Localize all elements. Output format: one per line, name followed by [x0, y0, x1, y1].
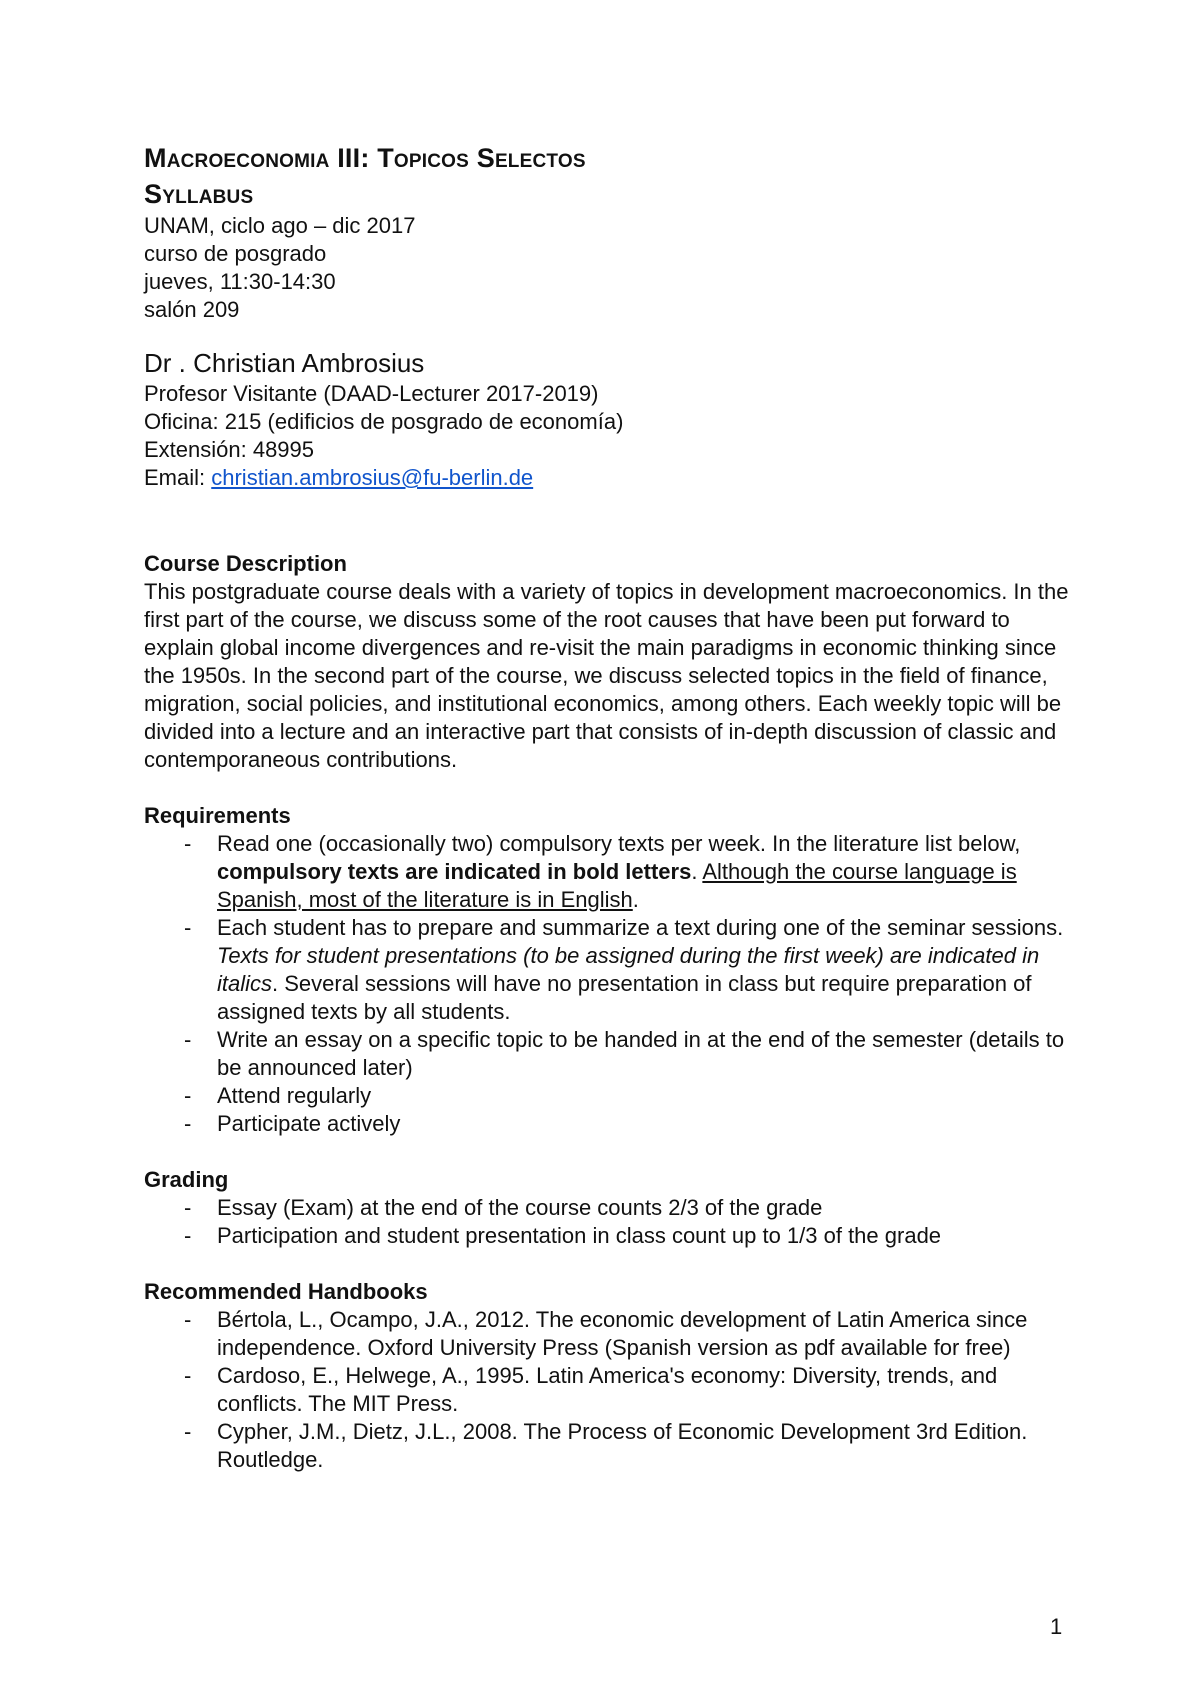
list-item	[144, 1026, 1084, 1082]
instructor-block	[144, 346, 1084, 492]
grading-2-text: Participation and student presentation in class count up to 1/3 of the grade	[217, 1223, 942, 1248]
syllabus-page	[144, 140, 1084, 1474]
dash-bullet: -	[184, 1363, 192, 1388]
list-item	[144, 830, 1084, 914]
course-title-line-1: Macroeconomia III: Topicos Selectos	[144, 143, 586, 173]
instructor-extension: Extensión: 48995	[144, 437, 315, 462]
dash-bullet: -	[184, 1027, 192, 1052]
dash-bullet: -	[184, 1195, 192, 1220]
list-item	[144, 914, 1084, 1026]
req-2-text: Each student has to prepare and summarize a text during one of the seminar sessions.	[217, 915, 1064, 940]
dash-bullet: -	[184, 1223, 192, 1248]
req-3-text: Write an essay on a specific topic to be handed in at the end of the semester (details to be announced later)	[217, 1027, 1065, 1080]
req-4-text: Attend regularly	[217, 1083, 372, 1108]
instructor-name: Dr . Christian Ambrosius	[144, 348, 425, 378]
instructor-office: Oficina: 215 (edificios de posgrado de economía)	[144, 409, 624, 434]
dash-bullet: -	[184, 1419, 192, 1444]
instructor-email-line	[144, 464, 1084, 492]
dash-bullet: -	[184, 1307, 192, 1332]
grading-1-text: Essay (Exam) at the end of the course counts 2/3 of the grade	[217, 1195, 823, 1220]
list-item	[144, 1194, 1084, 1222]
list-item	[144, 1110, 1084, 1138]
meta-institution: UNAM, ciclo ago – dic 2017	[144, 213, 416, 238]
course-description-text: This postgraduate course deals with a variety of topics in development macroeconomics. In the first part of the course, we discuss some of the root causes that have been put forward to explain global income divergences and re-visit the main paradigms in economic thinking since the 1950s. In the second part of the course, we discuss selected topics in the field of finance, migration, social policies, and institutional economics, among others. Each weekly topic will be divided into a lecture and an interactive part that consists of in-depth discussion of classic and contemporaneous contributions.	[144, 579, 1069, 772]
requirements-heading: Requirements	[144, 803, 291, 828]
req-1-sep: .	[691, 859, 703, 884]
email-label: Email:	[144, 465, 212, 490]
req-2-italic: Texts for student presentations (to be assigned during the first week) are indicated in italics	[217, 943, 1040, 996]
course-title	[144, 140, 1084, 212]
meta-level: curso de posgrado	[144, 241, 327, 266]
list-item	[144, 1418, 1084, 1474]
dash-bullet: -	[184, 915, 192, 940]
handbooks-list	[144, 1306, 1084, 1474]
requirements-list	[144, 830, 1084, 1138]
handbooks-heading: Recommended Handbooks	[144, 1279, 428, 1304]
req-1-bold: compulsory texts are indicated in bold letters	[217, 859, 692, 884]
grading-list	[144, 1194, 1084, 1250]
grading-section	[144, 1166, 1084, 1250]
course-meta	[144, 212, 1084, 324]
list-item	[144, 1362, 1084, 1418]
req-1-end: .	[632, 887, 639, 912]
req-5-text: Participate actively	[217, 1111, 401, 1136]
handbooks-section	[144, 1278, 1084, 1474]
course-title-line-2: Syllabus	[144, 179, 254, 209]
dash-bullet: -	[184, 1083, 192, 1108]
req-1-underline: Although the course language is Spanish, most of the literature is in English	[217, 859, 1017, 912]
page-number: 1	[1050, 1614, 1063, 1639]
meta-schedule: jueves, 11:30-14:30	[144, 269, 336, 294]
email-link[interactable]: christian.ambrosius@fu-berlin.de	[211, 465, 534, 490]
handbook-2-text: Cardoso, E., Helwege, A., 1995. Latin America's economy: Diversity, trends, and conflicts. The MIT Press.	[217, 1363, 998, 1416]
handbook-3-text: Cypher, J.M., Dietz, J.L., 2008. The Process of Economic Development 3rd Edition. Routledge.	[217, 1419, 1028, 1472]
req-2-end: . Several sessions will have no presentation in class but require preparation of assigned texts by all students.	[217, 971, 1032, 1024]
list-item	[144, 1082, 1084, 1110]
list-item	[144, 1222, 1084, 1250]
meta-room: salón 209	[144, 297, 240, 322]
req-1-text: Read one (occasionally two) compulsory texts per week. In the literature list below,	[217, 831, 1021, 856]
grading-heading: Grading	[144, 1167, 229, 1192]
list-item	[144, 1306, 1084, 1362]
instructor-role: Profesor Visitante (DAAD-Lecturer 2017-2019)	[144, 381, 599, 406]
dash-bullet: -	[184, 831, 192, 856]
requirements-section	[144, 802, 1084, 1138]
course-description-section	[144, 550, 1084, 774]
course-description-heading: Course Description	[144, 551, 347, 576]
handbook-1-text: Bértola, L., Ocampo, J.A., 2012. The economic development of Latin America since independence. Oxford University Press (Spanish version as pdf available for free)	[217, 1307, 1028, 1360]
dash-bullet: -	[184, 1111, 192, 1136]
